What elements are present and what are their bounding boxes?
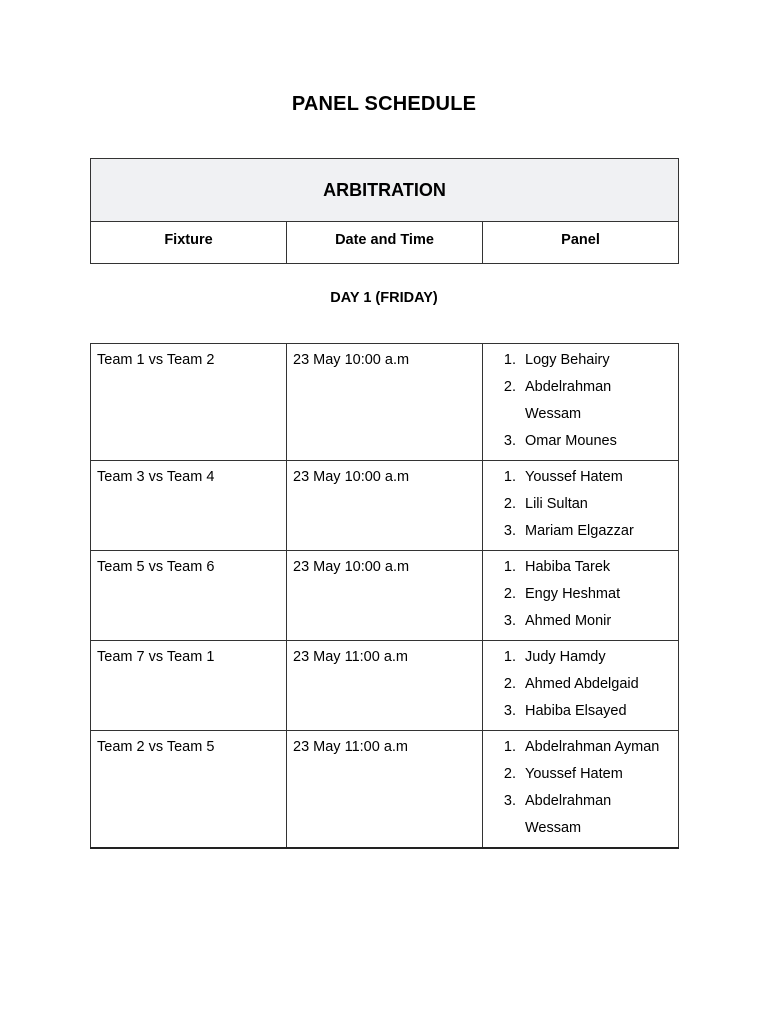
datetime-cell: 23 May 10:00 a.m [287, 344, 483, 461]
list-number: 2. [503, 496, 516, 512]
panel-member [483, 581, 672, 608]
panel-member-name: Youssef Hatem [525, 469, 623, 485]
table-row [91, 641, 679, 731]
panel-member-name: Youssef Hatem [525, 766, 623, 782]
datetime-cell: 23 May 10:00 a.m [287, 461, 483, 551]
panel-member-name: Abdelrahman Ayman [525, 739, 660, 755]
panel-member-name: Habiba Tarek [525, 559, 611, 575]
list-number: 2. [503, 586, 516, 602]
column-header-date-time: Date and Time [287, 222, 483, 264]
page-title: PANEL SCHEDULE [291, 93, 477, 115]
panel-member [483, 734, 672, 761]
column-header-panel: Panel [483, 222, 679, 264]
panel-member-name: Ahmed Abdelgaid [525, 676, 639, 692]
schedule-table [90, 343, 679, 849]
fixture-cell: Team 5 vs Team 6 [91, 551, 287, 641]
table-row [91, 461, 679, 551]
panel-member [483, 671, 672, 698]
list-number: 2. [503, 766, 516, 782]
list-number: 1. [503, 559, 516, 575]
list-number: 1. [503, 649, 516, 665]
section-title: ARBITRATION [91, 159, 679, 222]
panel-member [483, 554, 672, 581]
panel-member-name: Abdelrahman Wessam [525, 793, 612, 836]
panel-cell [483, 551, 679, 641]
panel-member [483, 608, 672, 635]
list-number: 3. [503, 523, 516, 539]
panel-member [483, 761, 672, 788]
arbitration-header-table [90, 158, 679, 264]
list-number: 1. [503, 739, 516, 755]
list-number: 2. [503, 676, 516, 692]
table-row [91, 731, 679, 849]
panel-member-name: Lili Sultan [525, 496, 588, 512]
list-number: 3. [503, 703, 516, 719]
panel-cell [483, 344, 679, 461]
panel-member-name: Omar Mounes [525, 433, 617, 449]
panel-list [483, 554, 672, 635]
panel-member [483, 428, 672, 455]
list-number: 1. [503, 352, 516, 368]
panel-member [483, 464, 672, 491]
panel-list [483, 347, 672, 455]
panel-member-name: Ahmed Monir [525, 613, 612, 629]
column-header-fixture: Fixture [91, 222, 287, 264]
panel-list [483, 644, 672, 725]
panel-member [483, 518, 672, 545]
datetime-cell: 23 May 11:00 a.m [287, 731, 483, 849]
panel-member [483, 698, 672, 725]
panel-member-name: Logy Behairy [525, 352, 610, 368]
panel-member [483, 374, 672, 428]
panel-member [483, 788, 672, 842]
panel-cell [483, 641, 679, 731]
panel-member [483, 644, 672, 671]
table-row [91, 551, 679, 641]
list-number: 3. [503, 433, 516, 449]
day-label: DAY 1 (FRIDAY) [330, 290, 438, 306]
datetime-cell: 23 May 10:00 a.m [287, 551, 483, 641]
fixture-cell: Team 1 vs Team 2 [91, 344, 287, 461]
list-number: 3. [503, 613, 516, 629]
list-number: 1. [503, 469, 516, 485]
panel-member [483, 491, 672, 518]
panel-list [483, 464, 672, 545]
fixture-cell: Team 3 vs Team 4 [91, 461, 287, 551]
fixture-cell: Team 7 vs Team 1 [91, 641, 287, 731]
datetime-cell: 23 May 11:00 a.m [287, 641, 483, 731]
panel-member-name: Engy Heshmat [525, 586, 621, 602]
panel-member-name: Mariam Elgazzar [525, 523, 634, 539]
panel-cell [483, 461, 679, 551]
panel-member-name: Judy Hamdy [525, 649, 606, 665]
panel-member [483, 347, 672, 374]
fixture-cell: Team 2 vs Team 5 [91, 731, 287, 849]
table-row [91, 344, 679, 461]
list-number: 2. [503, 379, 516, 395]
panel-member-name: Abdelrahman Wessam [525, 379, 612, 422]
panel-list [483, 734, 672, 842]
list-number: 3. [503, 793, 516, 809]
panel-member-name: Habiba Elsayed [525, 703, 627, 719]
panel-cell [483, 731, 679, 849]
